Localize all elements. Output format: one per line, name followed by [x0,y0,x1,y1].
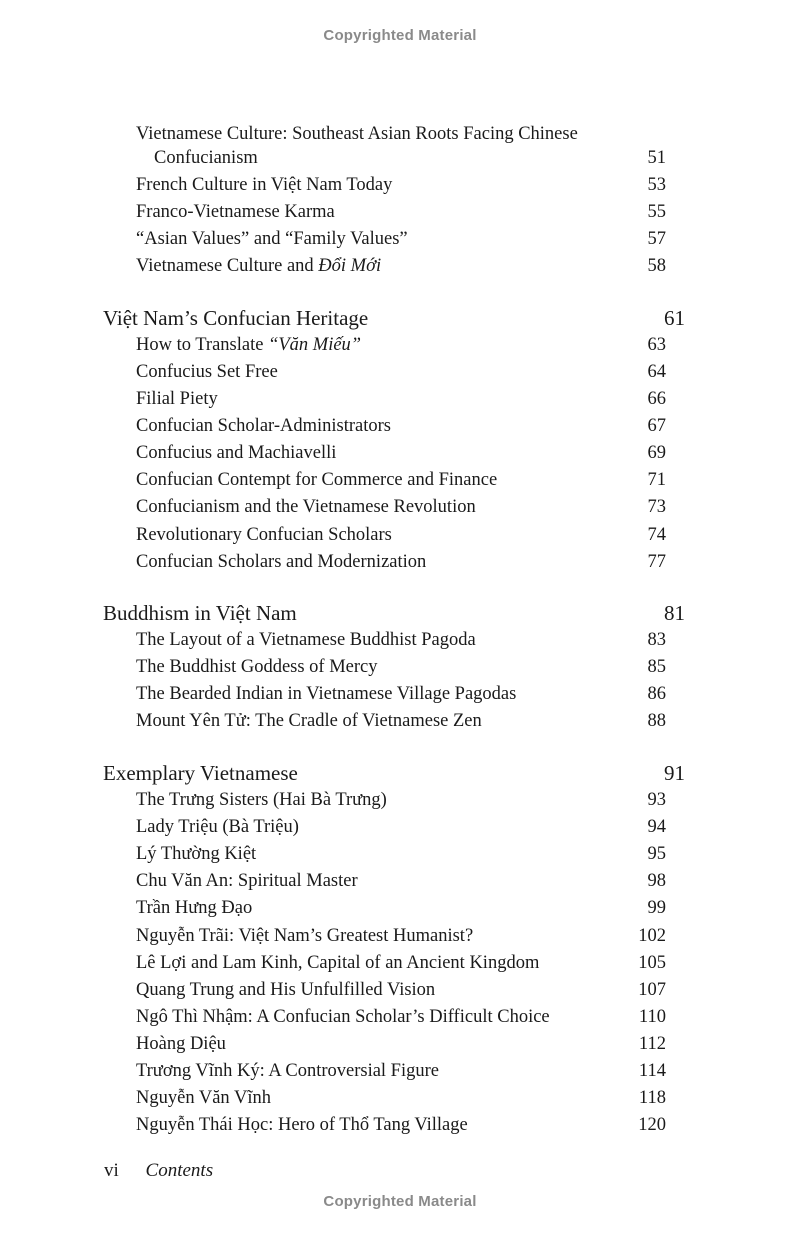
toc-entry-title: Trương Vĩnh Ký: A Controversial Figure [136,1061,439,1081]
toc-section-heading[interactable] [103,307,685,329]
toc-entry-page: 94 [647,817,666,837]
toc-entry-page: 98 [647,871,666,891]
toc-entry-title: The Trưng Sisters (Hai Bà Trưng) [136,790,387,810]
toc-entry-page: 69 [647,443,666,463]
toc-entry-title: Hoàng Diệu [136,1034,226,1054]
toc-entry-page: 93 [647,790,666,810]
toc-entry-title: French Culture in Việt Nam Today [136,175,393,195]
toc-entry-title: Confucian Scholar-Administrators [136,416,391,436]
section-page: 61 [664,306,685,330]
toc-section-heading[interactable] [103,602,685,624]
toc-entry-title: Confucianism and the Vietnamese Revolution [136,497,476,517]
toc-entry[interactable] [136,202,666,222]
toc-entry-title: Revolutionary Confucian Scholars [136,525,392,545]
toc-entry[interactable] [136,844,666,864]
toc-entry[interactable] [136,335,666,355]
toc-entry-page: 53 [647,175,666,195]
toc-entry-page: 58 [647,256,666,276]
toc-entry[interactable] [136,1034,666,1054]
toc-entry-title: The Buddhist Goddess of Mercy [136,657,378,677]
toc-entry-page: 107 [638,980,666,1000]
section-page: 91 [664,761,685,785]
toc-entry-title: Franco-Vietnamese Karma [136,202,335,222]
toc-entry-page: 66 [647,389,666,409]
toc-entry-title: How to Translate [136,335,269,355]
toc-entry-page: 83 [647,630,666,650]
toc-entry-title: The Layout of a Vietnamese Buddhist Pagoda [136,630,476,650]
toc-entry[interactable] [136,953,666,973]
toc-entry-page: 99 [647,898,666,918]
watermark-bottom: Copyrighted Material [323,1193,477,1210]
toc-entry-title: Trần Hưng Đạo [136,898,253,918]
toc-entry-page: 51 [647,148,666,168]
running-head: Contents [145,1160,214,1181]
toc-entry-title: “Asian Values” and “Family Values” [136,229,408,249]
toc-entry[interactable] [136,124,666,168]
toc-entry-title-italic: “Văn Miếu” [268,335,362,355]
toc-entry[interactable] [136,1007,666,1027]
toc-entry[interactable] [136,389,666,409]
toc-entry[interactable] [136,1115,666,1135]
toc-entry[interactable] [136,1088,666,1108]
toc-entry-title: Vietnamese Culture and [136,256,319,276]
toc-entry-page: 110 [638,1007,666,1027]
toc-entry[interactable] [136,416,666,436]
toc-entry-page: 95 [647,844,666,864]
toc-entry[interactable] [136,229,666,249]
toc-entry-page: 63 [647,335,666,355]
toc-entry-page: 64 [647,362,666,382]
toc-entry[interactable] [136,256,666,276]
toc-entry-title-italic: Đổi Mới [318,256,382,276]
toc-entry[interactable] [136,497,666,517]
toc-entry-title: Quang Trung and His Unfulfilled Vision [136,980,436,1000]
toc-entry[interactable] [136,362,666,382]
toc-entry[interactable] [136,1061,666,1081]
toc-section-heading[interactable] [103,762,685,784]
toc-entry-page: 88 [647,711,666,731]
section-title: Buddhism in Việt Nam [103,601,297,625]
toc-entry-page: 57 [647,229,666,249]
toc-entry-title: Ngô Thì Nhậm: A Confucian Scholar’s Difficult Choice [136,1007,550,1027]
toc-entry-page: 85 [647,657,666,677]
section-title: Việt Nam’s Confucian Heritage [103,306,369,330]
toc-entry-page: 112 [638,1034,666,1054]
toc-entry-page: 73 [647,497,666,517]
toc-entry[interactable] [136,443,666,463]
toc-entry[interactable] [136,790,666,810]
folio-page-number: vi [104,1160,119,1181]
toc-entry-title: Confucius and Machiavelli [136,443,337,463]
toc-entry[interactable] [136,175,666,195]
toc-entry[interactable] [136,470,666,490]
toc-entry-title: Lê Lợi and Lam Kinh, Capital of an Ancient Kingdom [136,953,540,973]
toc-entry[interactable] [136,711,666,731]
toc-entry-title: Lý Thường Kiệt [136,844,257,864]
toc-entry-title: Chu Văn An: Spiritual Master [136,871,358,891]
toc-entry-title: Nguyễn Thái Học: Hero of Thổ Tang Village [136,1115,468,1135]
section-title: Exemplary Vietnamese [103,761,298,785]
toc-entry-title: Vietnamese Culture: Southeast Asian Roots Facing Chinese [136,124,578,144]
toc-entry[interactable] [136,980,666,1000]
toc-entry-title: Confucian Contempt for Commerce and Finance [136,470,498,490]
toc-entry-title: Confucian Scholars and Modernization [136,552,427,572]
toc-entry[interactable] [136,684,666,704]
toc-entry-page: 74 [647,525,666,545]
toc-entry-title: Mount Yên Tử: The Cradle of Vietnamese Zen [136,711,482,731]
toc-entry-title: The Bearded Indian in Vietnamese Village Pagodas [136,684,517,704]
toc-entry-page: 102 [638,926,666,946]
toc-entry-page: 86 [647,684,666,704]
toc-entry-title: Filial Piety [136,389,218,409]
toc-entry[interactable] [136,657,666,677]
toc-entry-page: 67 [647,416,666,436]
toc-entry-page: 120 [638,1115,666,1135]
toc-entry[interactable] [136,871,666,891]
toc-entry-page: 71 [647,470,666,490]
toc-entry-page: 118 [638,1088,666,1108]
toc-entry[interactable] [136,525,666,545]
toc-entry[interactable] [136,630,666,650]
watermark-top: Copyrighted Material [323,27,477,44]
toc-entry-title: Confucius Set Free [136,362,278,382]
toc-entry-title: Nguyễn Trãi: Việt Nam’s Greatest Humanist? [136,926,474,946]
toc-entry-title: Lady Triệu (Bà Triệu) [136,817,299,837]
toc-entry-page: 77 [647,552,666,572]
section-page: 81 [664,601,685,625]
toc-entry-title-continued: Confucianism [154,148,258,168]
toc-entry-page: 114 [638,1061,666,1081]
toc-entry[interactable] [136,552,666,572]
toc-entry-title: Nguyễn Văn Vĩnh [136,1088,271,1108]
toc-entry[interactable] [136,817,666,837]
toc-entry-page: 55 [647,202,666,222]
toc-entry[interactable] [136,898,666,918]
toc-entry-page: 105 [638,953,666,973]
page-footer [104,1160,213,1182]
toc-entry[interactable] [136,926,666,946]
